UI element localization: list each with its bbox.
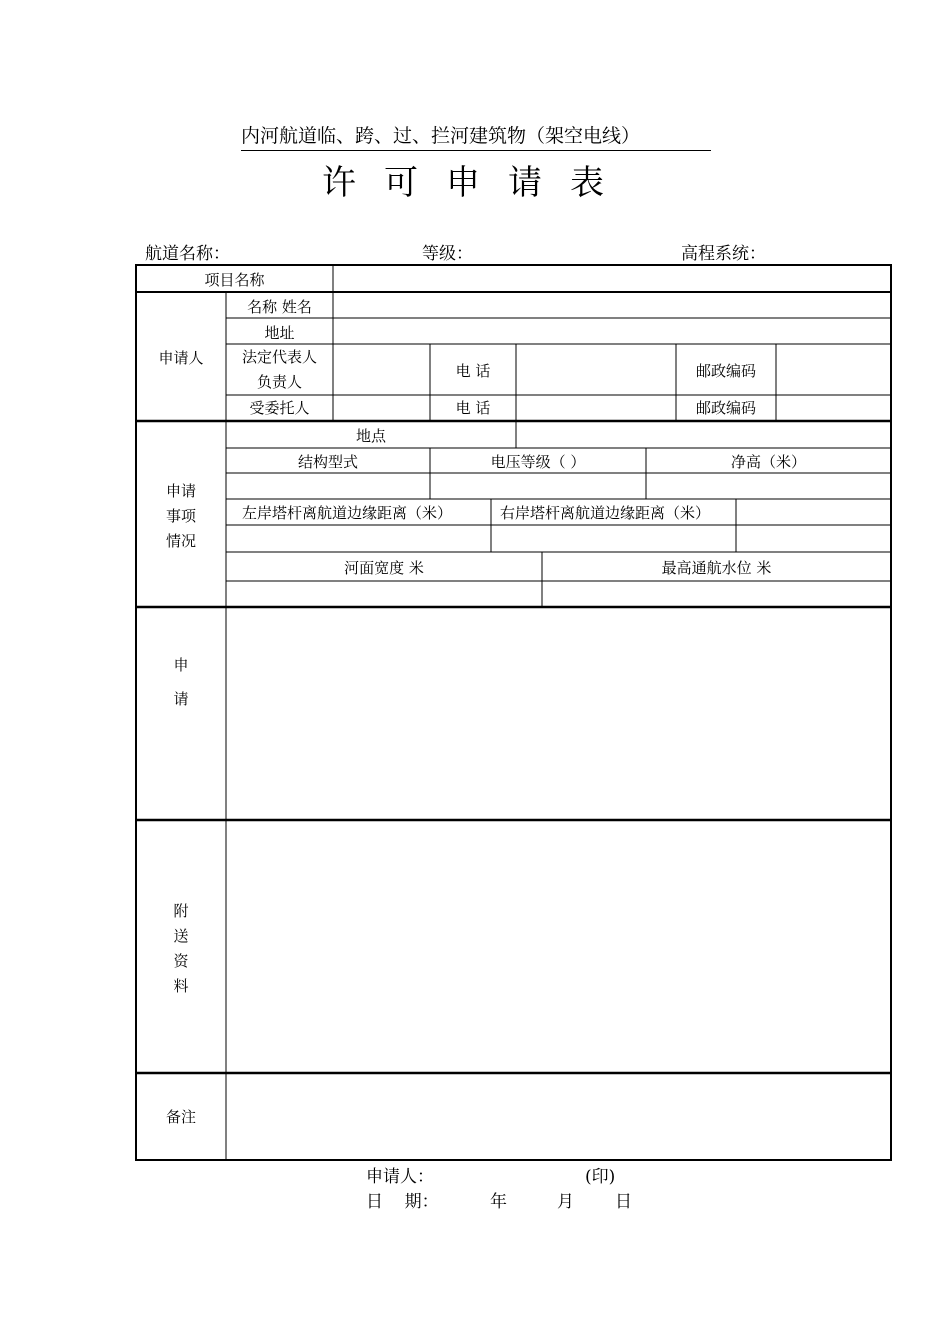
phone-field[interactable] xyxy=(517,345,675,394)
footer-day-label: 日 xyxy=(615,1192,632,1212)
form-title-line1: 内河航道临、跨、过、拦河建筑物（架空电线） xyxy=(241,121,711,151)
right-bank-distance-label: 右岸塔杆离航道边缘距离（米） xyxy=(500,504,711,522)
grade-label: 等级： xyxy=(422,244,473,264)
footer-year-label: 年 xyxy=(490,1192,507,1212)
location-field[interactable] xyxy=(517,422,890,447)
title-char: 许 xyxy=(322,163,356,203)
left-bank-distance-label: 左岸塔杆离航道边缘距离（米） xyxy=(242,504,453,522)
situation-label-1: 申请 xyxy=(165,482,196,500)
attachments-label-3: 资 xyxy=(173,952,189,970)
name-label: 名称 姓名 xyxy=(247,298,312,316)
title-char: 申 xyxy=(446,163,480,203)
river-width-label: 河面宽度 米 xyxy=(344,559,424,577)
application-content-area[interactable] xyxy=(227,609,890,819)
title-char: 可 xyxy=(384,163,418,203)
structure-type-field[interactable] xyxy=(227,474,429,498)
responsible-person-label: 负责人 xyxy=(256,373,302,391)
voltage-level-label: 电压等级（ ） xyxy=(490,453,586,471)
entrusted-label: 受委托人 xyxy=(249,399,310,417)
clearance-field[interactable] xyxy=(647,474,890,498)
application-label-2: 请 xyxy=(173,690,189,708)
attachments-content-area[interactable] xyxy=(227,822,890,1072)
clearance-label: 净高（米） xyxy=(730,453,806,471)
situation-label-3: 情况 xyxy=(165,532,196,550)
project-name-label: 项目名称 xyxy=(204,271,265,289)
channel-name-label: 航道名称： xyxy=(145,244,230,264)
elevation-system-label: 高程系统： xyxy=(681,244,766,264)
situation-label-2: 事项 xyxy=(165,507,196,525)
project-name-field[interactable] xyxy=(334,266,890,291)
attachments-label-1: 附 xyxy=(173,902,189,920)
legal-rep-field[interactable] xyxy=(334,345,429,394)
title-char: 请 xyxy=(508,163,542,203)
application-label-1: 申 xyxy=(173,656,189,674)
remarks-label: 备注 xyxy=(165,1108,196,1126)
attachments-label-4: 料 xyxy=(173,977,189,995)
footer-seal-label: (印) xyxy=(585,1167,616,1187)
postcode-label: 邮政编码 xyxy=(695,362,756,380)
location-label: 地点 xyxy=(355,427,386,445)
address-label: 地址 xyxy=(264,324,295,342)
applicant-section-label: 申请人 xyxy=(158,349,204,367)
footer-month-label: 月 xyxy=(557,1192,574,1212)
footer-applicant-label: 申请人： xyxy=(366,1167,434,1187)
title-char: 表 xyxy=(570,163,604,203)
attachments-label-2: 送 xyxy=(173,927,189,945)
name-field[interactable] xyxy=(334,293,890,317)
postcode-field[interactable] xyxy=(777,345,890,394)
entrusted-postcode-label: 邮政编码 xyxy=(695,399,756,417)
structure-type-label: 结构型式 xyxy=(297,453,358,471)
right-bank-extra-field[interactable] xyxy=(737,500,890,524)
remarks-content-area[interactable] xyxy=(227,1075,890,1159)
footer-date-label: 日 期： xyxy=(366,1192,439,1212)
right-bank-distance-field[interactable] xyxy=(492,526,735,551)
legal-rep-label: 法定代表人 xyxy=(241,348,317,366)
entrusted-phone-field[interactable] xyxy=(517,396,675,420)
entrusted-phone-label: 电 话 xyxy=(455,399,491,417)
entrusted-field[interactable] xyxy=(334,396,429,420)
address-field[interactable] xyxy=(334,319,890,343)
max-water-level-field[interactable] xyxy=(543,582,890,606)
max-water-level-label: 最高通航水位 米 xyxy=(661,559,772,577)
entrusted-postcode-field[interactable] xyxy=(777,396,890,420)
left-bank-distance-field[interactable] xyxy=(227,526,490,551)
river-width-field[interactable] xyxy=(227,582,541,606)
phone-label: 电 话 xyxy=(455,362,491,380)
voltage-level-field[interactable] xyxy=(431,474,645,498)
